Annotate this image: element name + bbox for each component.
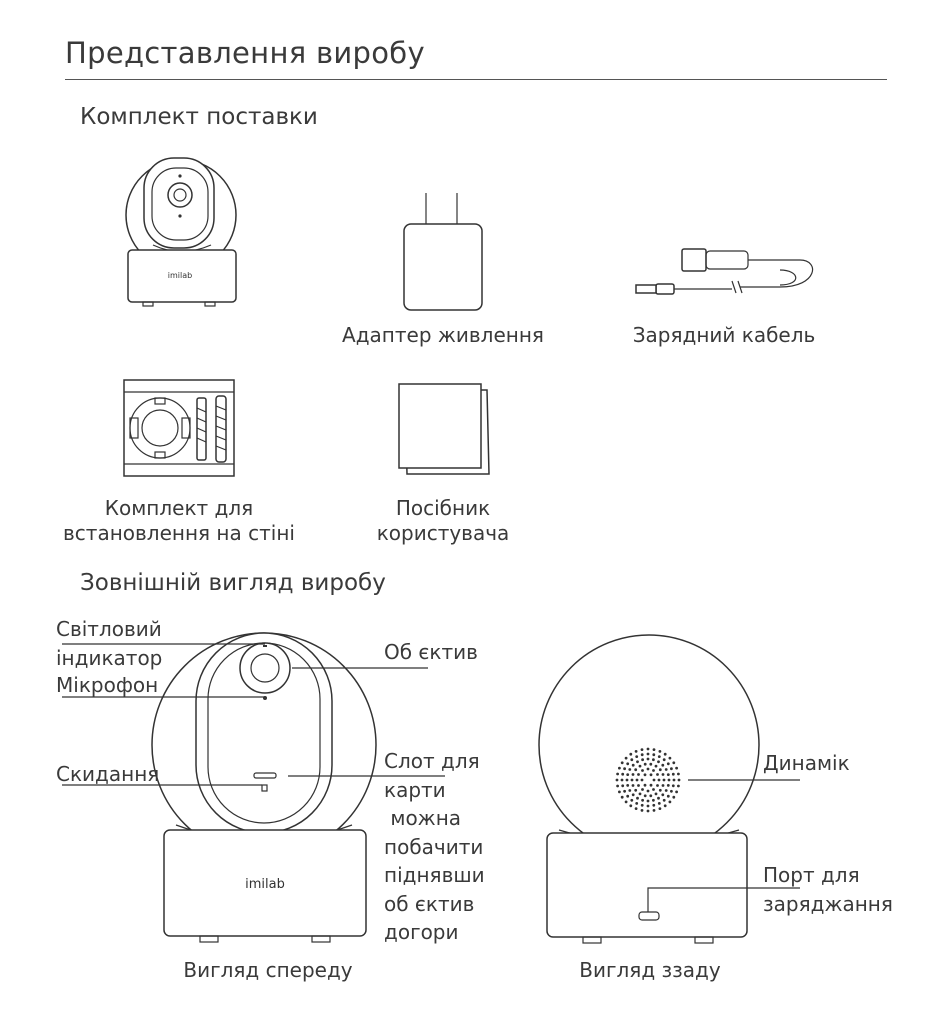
camera-small-brand: imilab <box>167 271 193 280</box>
user-manual-label: Посібник користувача <box>376 496 510 545</box>
power-adapter-label: Адаптер живлення <box>342 323 544 347</box>
card-slot-label: Слот для карти можна побачити піднявши об єктив догори <box>384 749 485 944</box>
lens-label: Об єктив <box>384 640 478 664</box>
indicator-label: Світловий індикатор <box>56 617 163 670</box>
charging-port-label: Порт для заряджання <box>763 863 893 916</box>
reset-label: Скидання <box>56 762 160 786</box>
camera-front-brand: imilab <box>245 877 285 892</box>
wall-mount-kit-label: Комплект для встановлення на стіні <box>63 496 295 545</box>
package-heading: Комплект поставки <box>80 104 318 130</box>
back-view-caption: Вигляд ззаду <box>579 958 721 982</box>
microphone-label: Мікрофон <box>56 673 159 697</box>
front-view-caption: Вигляд спереду <box>183 958 353 982</box>
charging-cable-label: Зарядний кабель <box>632 323 816 347</box>
page-title: Представлення виробу <box>65 36 425 70</box>
appearance-heading: Зовнішній вигляд виробу <box>80 570 386 596</box>
speaker-label: Динамік <box>763 751 850 775</box>
